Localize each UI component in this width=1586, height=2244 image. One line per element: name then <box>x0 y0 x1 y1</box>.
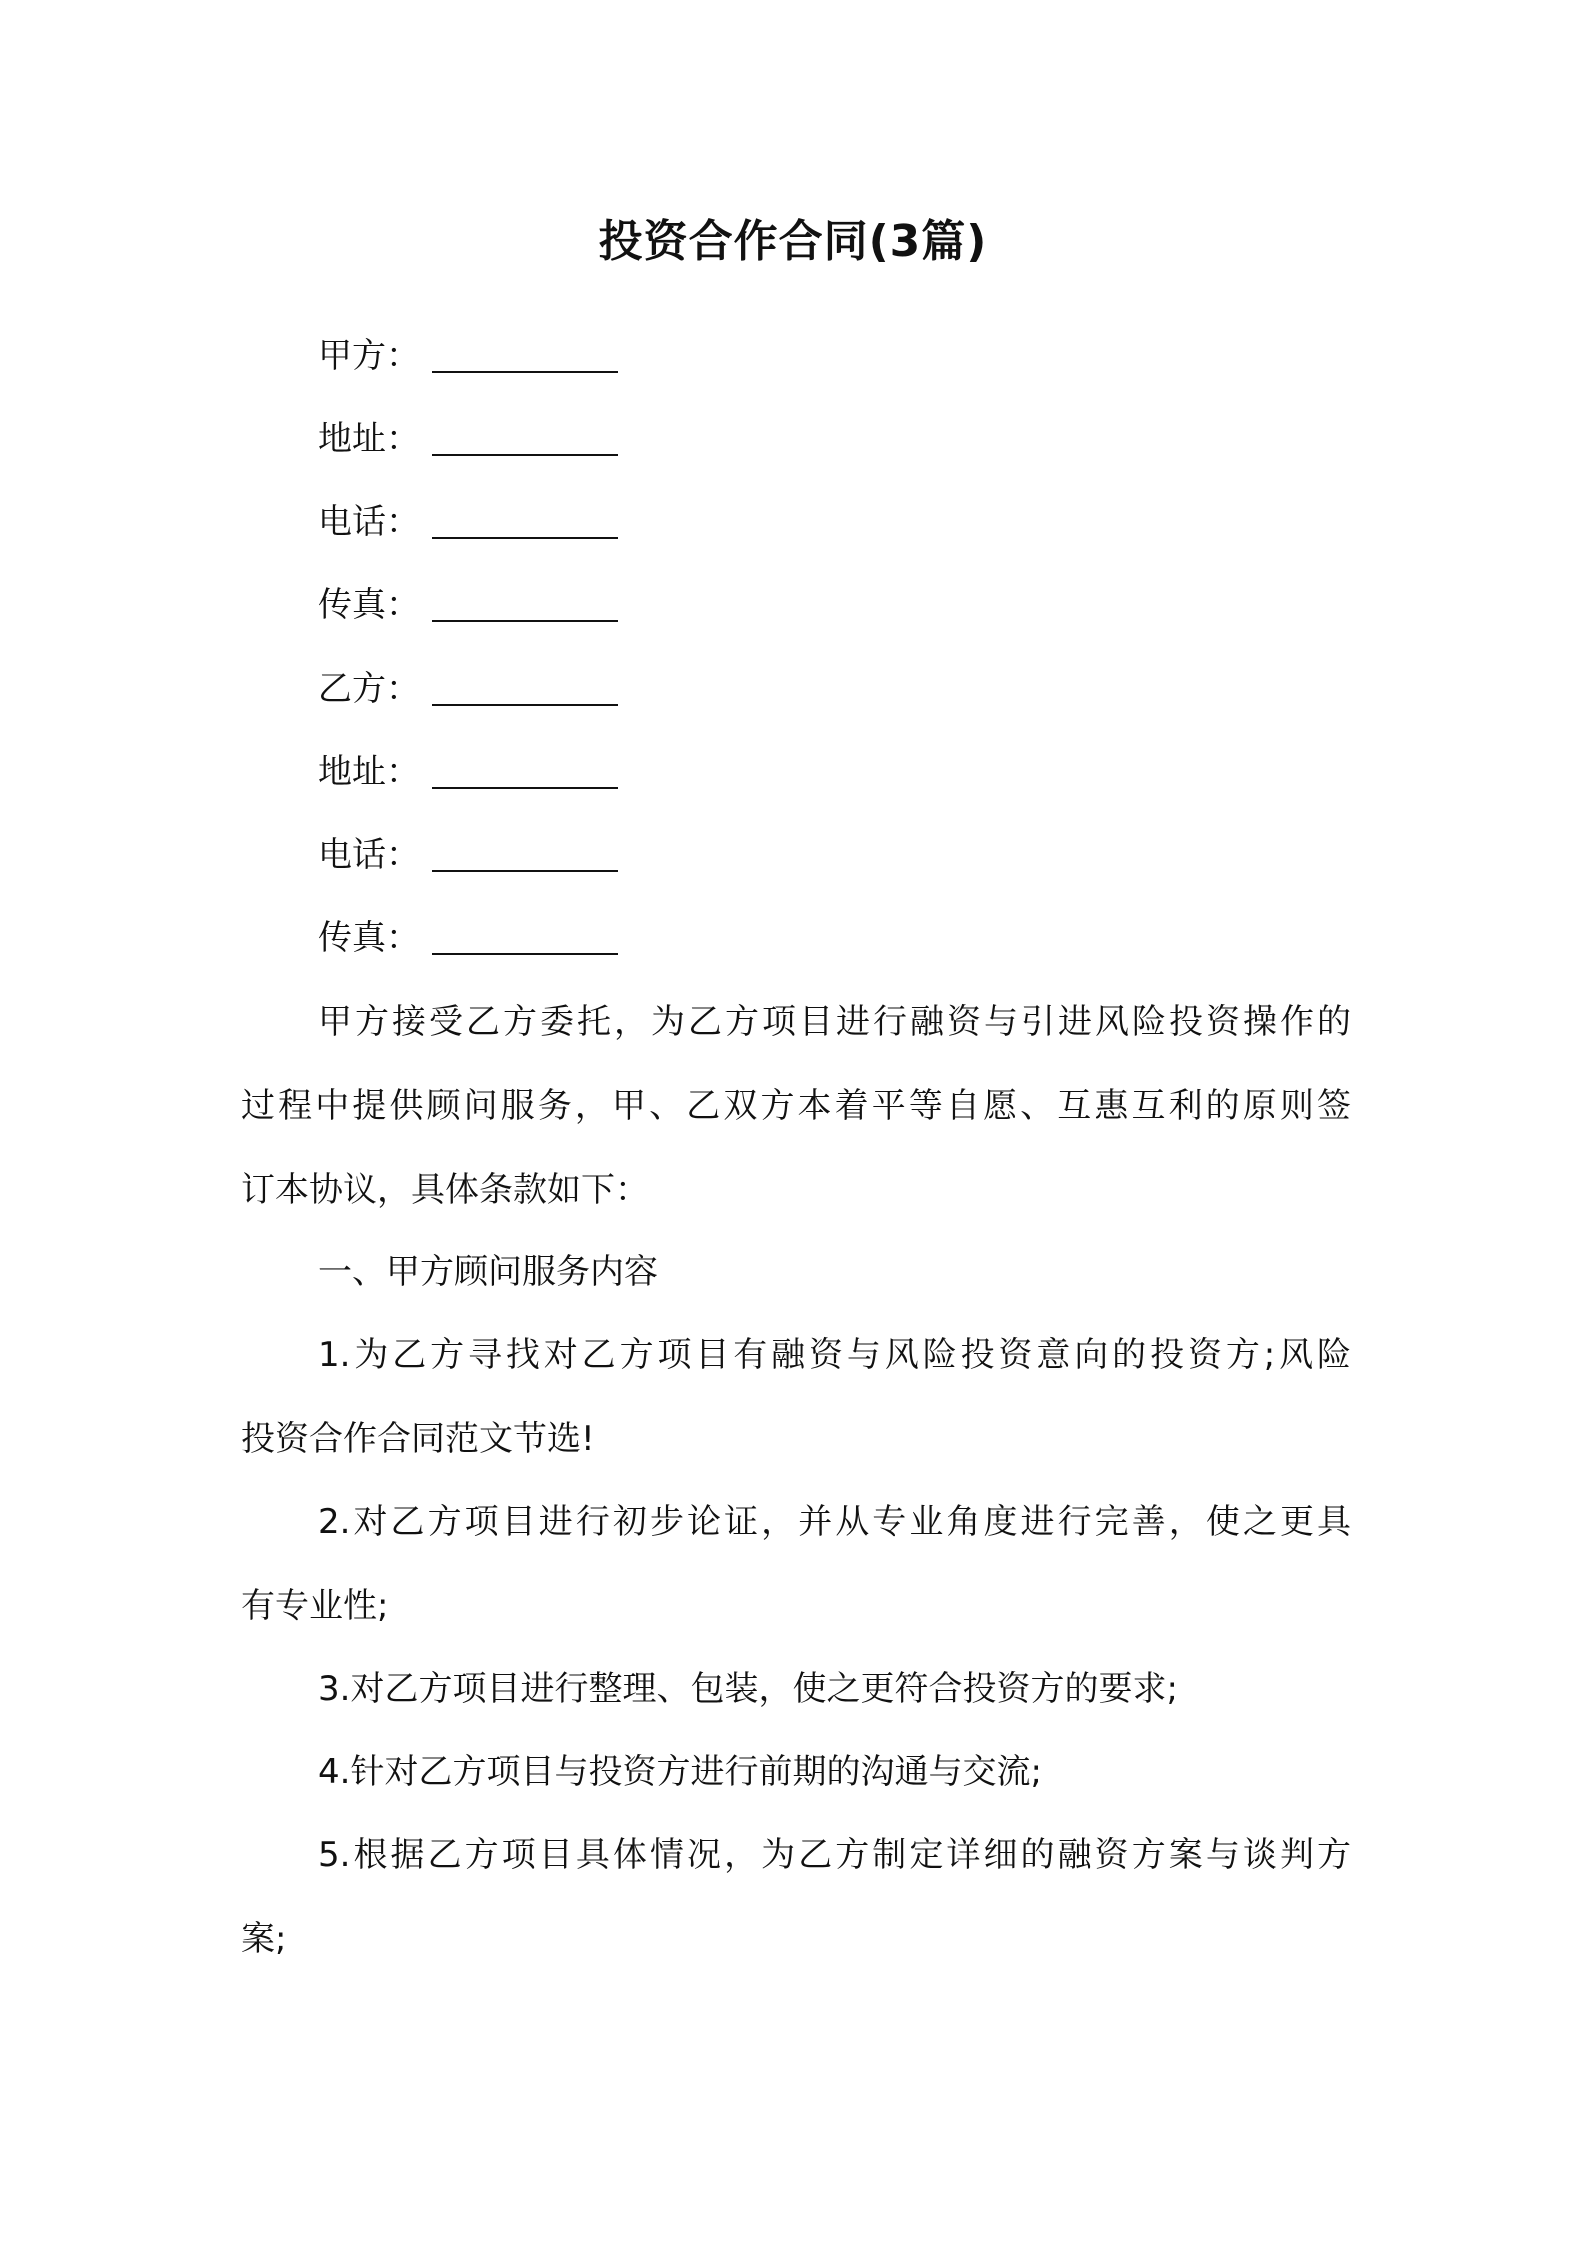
paragraph-line: 过程中提供顾问服务，甲、乙双方本着平等自愿、互惠互利的原则签 <box>241 1086 1351 1126</box>
paragraph-line: 5.根据乙方项目具体情况，为乙方制定详细的融资方案与谈判方 <box>318 1835 1351 1875</box>
paragraph-line: 2.对乙方项目进行初步论证，并从专业角度进行完善，使之更具 <box>318 1502 1351 1542</box>
paragraph-line: 有专业性; <box>241 1586 389 1626</box>
section-heading-text: 一、甲方顾问服务内容 <box>318 1252 658 1292</box>
document-title: 投资合作合同(3篇) <box>598 216 988 267</box>
fill-in-blank <box>432 497 618 539</box>
fill-in-blank <box>432 664 618 706</box>
paragraph-line: 1.为乙方寻找对乙方项目有融资与风险投资意向的投资方;风险 <box>318 1335 1351 1375</box>
field-label: 传真： <box>318 585 420 625</box>
clause-item-5 <box>241 1813 1351 1981</box>
party-b-phone-field <box>318 830 618 880</box>
party-b-fax-field <box>318 913 618 963</box>
section-heading <box>241 1230 1351 1314</box>
paragraph-line: 3.对乙方项目进行整理、包装，使之更符合投资方的要求; <box>318 1669 1178 1709</box>
fill-in-blank <box>432 747 618 789</box>
field-label: 电话： <box>318 502 420 542</box>
fill-in-blank <box>432 414 618 456</box>
fill-in-blank <box>432 913 618 955</box>
field-label: 传真： <box>318 918 420 958</box>
party-a-address-field <box>318 414 618 464</box>
clause-item-2 <box>241 1480 1351 1648</box>
field-label: 电话： <box>318 835 420 875</box>
fill-in-blank <box>432 830 618 872</box>
party-b-address-field <box>318 747 618 797</box>
paragraph-line: 案; <box>241 1919 287 1959</box>
field-label: 乙方： <box>318 669 420 709</box>
paragraph-line: 订本协议，具体条款如下： <box>241 1170 649 1210</box>
party-b-name-field <box>318 664 618 714</box>
paragraph-line: 投资合作合同范文节选! <box>241 1419 595 1459</box>
intro-paragraph <box>241 980 1351 1232</box>
paragraph-line: 甲方接受乙方委托，为乙方项目进行融资与引进风险投资操作的 <box>318 1002 1351 1042</box>
party-a-name-field <box>318 331 618 381</box>
fill-in-blank <box>432 580 618 622</box>
paragraph-line: 4.针对乙方项目与投资方进行前期的沟通与交流; <box>318 1752 1042 1792</box>
field-label: 甲方： <box>318 336 420 376</box>
clause-item-1 <box>241 1313 1351 1481</box>
clause-item-3 <box>241 1647 1351 1731</box>
field-label: 地址： <box>318 419 420 459</box>
fill-in-blank <box>432 331 618 373</box>
field-label: 地址： <box>318 752 420 792</box>
clause-item-4 <box>241 1730 1351 1814</box>
party-a-fax-field <box>318 580 618 630</box>
party-a-phone-field <box>318 497 618 547</box>
